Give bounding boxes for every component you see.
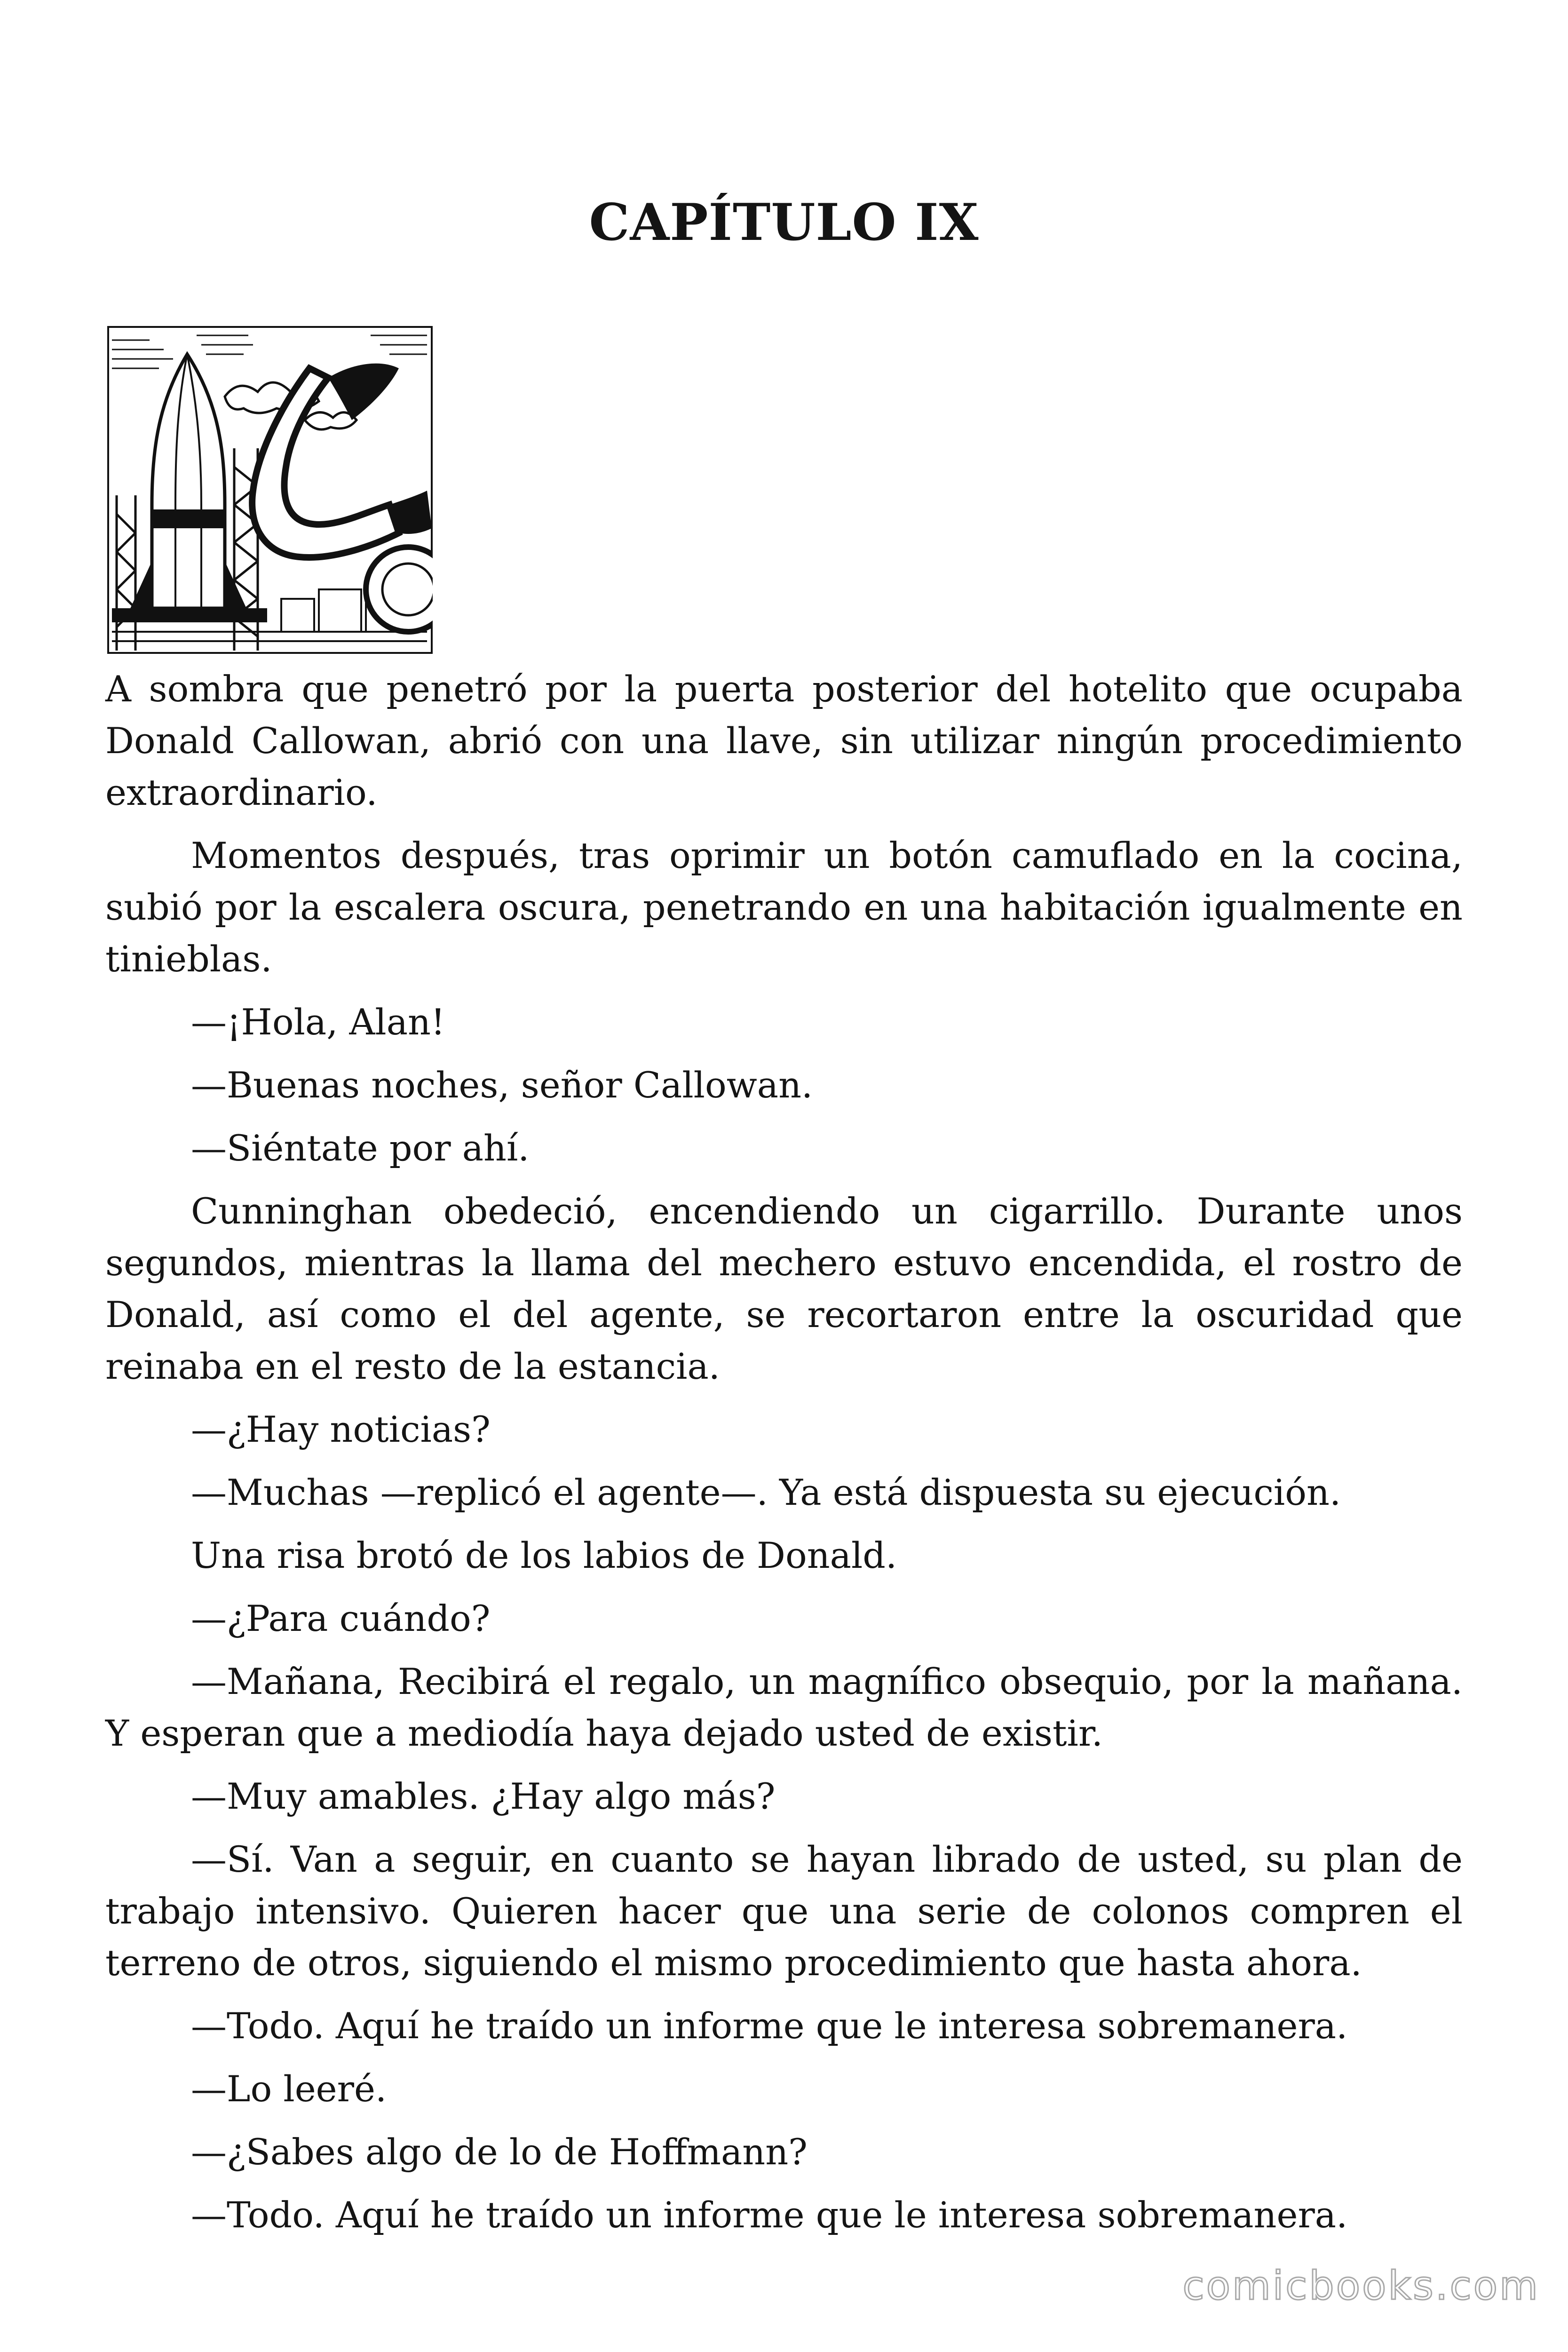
dialogue-line: —¡Hola, Alan!: [191, 1001, 445, 1043]
paragraph: Cunninghan obedeció, encendiendo un cigarrillo. Durante unos segundos, mientras la llama del mechero estuvo encendida, el rostro de Donald, así como el del agente, se recortaron entre la oscuridad que reinaba en el resto de la estancia.: [105, 1190, 1463, 1387]
chapter-body: [105, 663, 1463, 2252]
paragraph: A sombra que penetró por la puerta posterior del hotelito que ocupaba Donald Callowan, abrió con una llave, sin utilizar ningún procedimiento extraordinario.: [105, 668, 1463, 813]
dialogue-line: —Buenas noches, señor Callowan.: [191, 1064, 813, 1106]
dropcap-illustration: [107, 326, 433, 654]
dialogue-line: —¿Hay noticias?: [191, 1408, 491, 1450]
dialogue-line: —Sí. Van a seguir, en cuanto se hayan librado de usted, su plan de trabajo intensivo. Quieren hacer que una serie de colonos compren el terreno de otros, siguiendo el mismo procedimiento que hasta ahora.: [105, 1838, 1463, 1984]
dialogue-line: —Lo leeré.: [191, 2068, 387, 2110]
dialogue-line: —Mañana, Recibirá el regalo, un magnífico obsequio, por la mañana. Y esperan que a mediodía haya dejado usted de existir.: [105, 1661, 1463, 1754]
paragraph: Una risa brotó de los labios de Donald.: [191, 1534, 897, 1576]
paragraph: Momentos después, tras oprimir un botón camuflado en la cocina, subió por la escalera oscura, penetrando en una habitación igualmente en tinieblas.: [105, 834, 1463, 980]
dialogue-line: —¿Sabes algo de lo de Hoffmann?: [191, 2131, 808, 2173]
watermark: comicbooks.com: [1182, 2263, 1540, 2309]
dialogue-line: —Todo. Aquí he traído un informe que le interesa sobremanera.: [191, 2194, 1348, 2236]
dialogue-line: —Muchas —replicó el agente—. Ya está dispuesta su ejecución.: [191, 1471, 1341, 1513]
dialogue-line: —¿Para cuándo?: [191, 1597, 491, 1639]
dialogue-line: —Todo. Aquí he traído un informe que le interesa sobremanera.: [191, 2005, 1348, 2047]
dialogue-line: —Siéntate por ahí.: [191, 1127, 530, 1169]
dialogue-line: —Muy amables. ¿Hay algo más?: [191, 1775, 776, 1817]
chapter-title: CAPÍTULO IX: [589, 193, 979, 252]
